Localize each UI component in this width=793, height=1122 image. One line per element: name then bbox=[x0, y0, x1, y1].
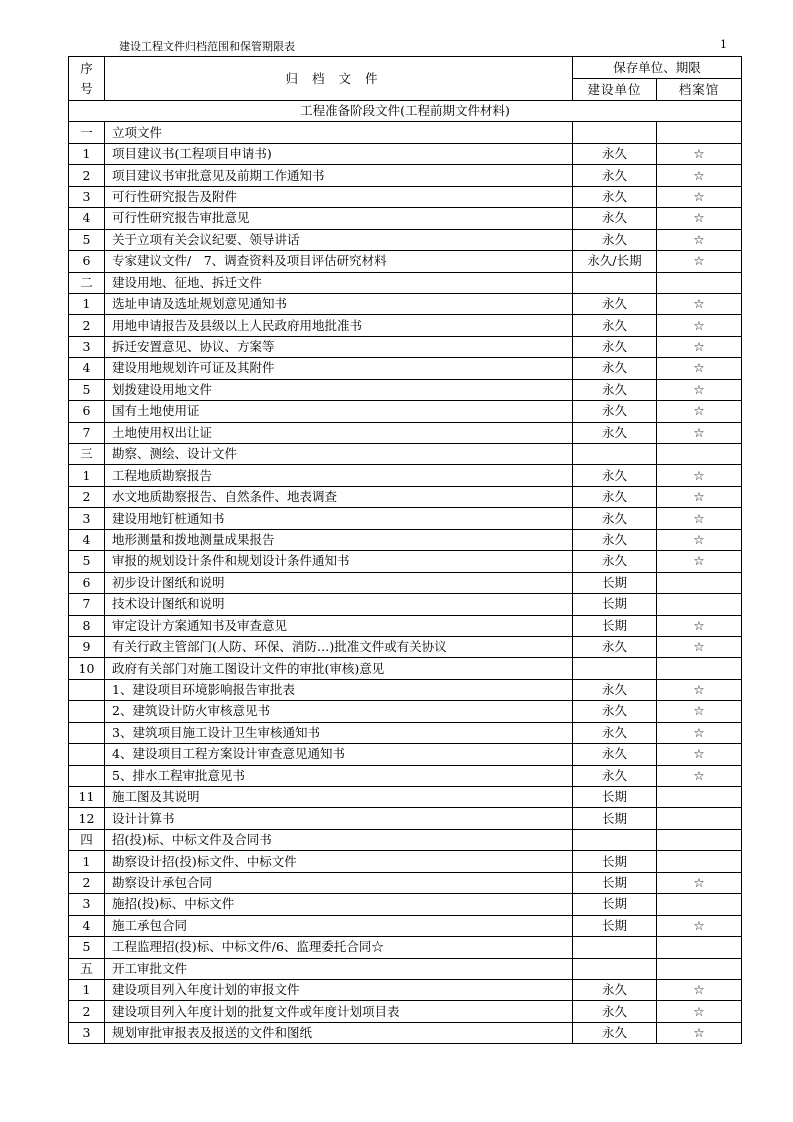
table-row bbox=[69, 143, 742, 164]
row-seq: 4 bbox=[69, 358, 105, 379]
row-seq: 11 bbox=[69, 787, 105, 808]
row-seq bbox=[69, 744, 105, 765]
row-builder-term: 永久 bbox=[573, 165, 657, 186]
header-seq bbox=[69, 57, 105, 101]
row-builder-term: 永久 bbox=[573, 1022, 657, 1043]
row-file: 施工图及其说明 bbox=[105, 787, 573, 808]
row-builder-term: 长期 bbox=[573, 915, 657, 936]
row-file: 技术设计图纸和说明 bbox=[105, 594, 573, 615]
table-row bbox=[69, 894, 742, 915]
star-icon: ☆ bbox=[657, 401, 742, 422]
row-builder-term bbox=[573, 272, 657, 293]
star-icon: ☆ bbox=[657, 186, 742, 207]
star-icon: ☆ bbox=[657, 465, 742, 486]
row-builder-term: 永久 bbox=[573, 293, 657, 314]
row-seq: 7 bbox=[69, 422, 105, 443]
star-icon: ☆ bbox=[657, 422, 742, 443]
row-file: 可行性研究报告及附件 bbox=[105, 186, 573, 207]
row-seq bbox=[69, 765, 105, 786]
row-builder-term: 永久 bbox=[573, 465, 657, 486]
row-seq: 8 bbox=[69, 615, 105, 636]
row-builder-term bbox=[573, 658, 657, 679]
table-row bbox=[69, 701, 742, 722]
row-builder-term: 永久/长期 bbox=[573, 251, 657, 272]
row-seq: 3 bbox=[69, 336, 105, 357]
row-builder-term: 永久 bbox=[573, 744, 657, 765]
row-archive-mark bbox=[657, 829, 742, 850]
row-builder-term: 永久 bbox=[573, 358, 657, 379]
row-file: 划拨建设用地文件 bbox=[105, 379, 573, 400]
table-row bbox=[69, 979, 742, 1000]
row-seq: 四 bbox=[69, 829, 105, 850]
table-row bbox=[69, 401, 742, 422]
row-file: 开工审批文件 bbox=[105, 958, 573, 979]
row-builder-term: 长期 bbox=[573, 872, 657, 893]
row-seq: 5 bbox=[69, 229, 105, 250]
star-icon: ☆ bbox=[657, 251, 742, 272]
row-builder-term: 长期 bbox=[573, 594, 657, 615]
star-icon: ☆ bbox=[657, 208, 742, 229]
row-file: 关于立项有关会议纪要、领导讲话 bbox=[105, 229, 573, 250]
table-row bbox=[69, 444, 742, 465]
star-icon: ☆ bbox=[657, 722, 742, 743]
table-row bbox=[69, 251, 742, 272]
table-row bbox=[69, 293, 742, 314]
table-row bbox=[69, 508, 742, 529]
row-seq: 4 bbox=[69, 915, 105, 936]
star-icon: ☆ bbox=[657, 679, 742, 700]
row-file: 勘察、测绘、设计文件 bbox=[105, 444, 573, 465]
row-file: 地形测量和拨地测量成果报告 bbox=[105, 529, 573, 550]
table-row bbox=[69, 229, 742, 250]
row-file: 建设项目列入年度计划的审报文件 bbox=[105, 979, 573, 1000]
row-archive-mark bbox=[657, 958, 742, 979]
table-row bbox=[69, 722, 742, 743]
row-seq: 3 bbox=[69, 894, 105, 915]
table-row bbox=[69, 636, 742, 657]
row-file: 可行性研究报告审批意见 bbox=[105, 208, 573, 229]
table-row bbox=[69, 358, 742, 379]
table-row bbox=[69, 744, 742, 765]
row-builder-term: 永久 bbox=[573, 229, 657, 250]
row-file: 项目建议书审批意见及前期工作通知书 bbox=[105, 165, 573, 186]
star-icon: ☆ bbox=[657, 551, 742, 572]
row-file: 审定设计方案通知书及审查意见 bbox=[105, 615, 573, 636]
row-builder-term bbox=[573, 958, 657, 979]
row-seq: 1 bbox=[69, 293, 105, 314]
row-seq: 1 bbox=[69, 143, 105, 164]
star-icon: ☆ bbox=[657, 915, 742, 936]
table-row bbox=[69, 551, 742, 572]
row-file: 勘察设计招(投)标文件、中标文件 bbox=[105, 851, 573, 872]
row-builder-term: 长期 bbox=[573, 851, 657, 872]
table-row bbox=[69, 315, 742, 336]
table-row bbox=[69, 272, 742, 293]
row-builder-term: 永久 bbox=[573, 336, 657, 357]
row-file: 专家建议文件/ 7、调查资料及项目评估研究材料 bbox=[105, 251, 573, 272]
star-icon: ☆ bbox=[657, 744, 742, 765]
row-builder-term bbox=[573, 829, 657, 850]
row-file: 5、排水工程审批意见书 bbox=[105, 765, 573, 786]
archive-table bbox=[68, 56, 742, 1044]
row-file: 工程监理招(投)标、中标文件/6、监理委托合同☆ bbox=[105, 937, 573, 958]
row-seq: 5 bbox=[69, 551, 105, 572]
row-file: 审报的规划设计条件和规划设计条件通知书 bbox=[105, 551, 573, 572]
star-icon: ☆ bbox=[657, 765, 742, 786]
row-builder-term: 永久 bbox=[573, 315, 657, 336]
row-file: 勘察设计承包合同 bbox=[105, 872, 573, 893]
row-archive-mark bbox=[657, 937, 742, 958]
row-seq: 三 bbox=[69, 444, 105, 465]
table-row bbox=[69, 958, 742, 979]
row-file: 建设用地钉桩通知书 bbox=[105, 508, 573, 529]
row-file: 3、建筑项目施工设计卫生审核通知书 bbox=[105, 722, 573, 743]
table-row bbox=[69, 529, 742, 550]
page-number: 1 bbox=[720, 38, 727, 51]
table-row bbox=[69, 379, 742, 400]
table-row bbox=[69, 186, 742, 207]
star-icon: ☆ bbox=[657, 315, 742, 336]
row-file: 招(投)标、中标文件及合同书 bbox=[105, 829, 573, 850]
header-seq-line1: 序 bbox=[80, 60, 93, 76]
row-builder-term: 永久 bbox=[573, 486, 657, 507]
row-builder-term: 永久 bbox=[573, 186, 657, 207]
star-icon: ☆ bbox=[657, 143, 742, 164]
row-file: 施招(投)标、中标文件 bbox=[105, 894, 573, 915]
row-archive-mark bbox=[657, 444, 742, 465]
row-file: 水文地质勘察报告、自然条件、地表调查 bbox=[105, 486, 573, 507]
row-builder-term: 永久 bbox=[573, 679, 657, 700]
table-row bbox=[69, 165, 742, 186]
row-builder-term: 永久 bbox=[573, 508, 657, 529]
row-seq: 3 bbox=[69, 1022, 105, 1043]
page-header-title: 建设工程文件归档范围和保管期限表 bbox=[119, 40, 295, 53]
star-icon: ☆ bbox=[657, 701, 742, 722]
row-file: 规划审批审报表及报送的文件和图纸 bbox=[105, 1022, 573, 1043]
row-file: 工程地质勘察报告 bbox=[105, 465, 573, 486]
row-builder-term: 永久 bbox=[573, 701, 657, 722]
row-seq: 2 bbox=[69, 1001, 105, 1022]
row-archive-mark bbox=[657, 658, 742, 679]
table-row bbox=[69, 615, 742, 636]
row-builder-term: 长期 bbox=[573, 572, 657, 593]
header-seq-line2: 号 bbox=[80, 80, 93, 96]
row-seq: 3 bbox=[69, 508, 105, 529]
row-builder-term bbox=[573, 444, 657, 465]
row-seq: 4 bbox=[69, 208, 105, 229]
row-builder-term: 长期 bbox=[573, 615, 657, 636]
row-file: 土地使用权出让证 bbox=[105, 422, 573, 443]
phase-row bbox=[69, 101, 742, 122]
row-file: 施工承包合同 bbox=[105, 915, 573, 936]
star-icon: ☆ bbox=[657, 293, 742, 314]
row-archive-mark bbox=[657, 122, 742, 143]
table-row bbox=[69, 572, 742, 593]
table-header-row bbox=[69, 57, 742, 79]
row-builder-term bbox=[573, 122, 657, 143]
row-seq bbox=[69, 701, 105, 722]
row-file: 设计计算书 bbox=[105, 808, 573, 829]
row-file: 4、建设项目工程方案设计审查意见通知书 bbox=[105, 744, 573, 765]
row-seq: 2 bbox=[69, 486, 105, 507]
star-icon: ☆ bbox=[657, 1001, 742, 1022]
table-row bbox=[69, 808, 742, 829]
row-builder-term: 永久 bbox=[573, 636, 657, 657]
table-row bbox=[69, 486, 742, 507]
star-icon: ☆ bbox=[657, 379, 742, 400]
table-row bbox=[69, 787, 742, 808]
row-seq: 7 bbox=[69, 594, 105, 615]
row-archive-mark bbox=[657, 594, 742, 615]
row-archive-mark bbox=[657, 572, 742, 593]
row-seq: 五 bbox=[69, 958, 105, 979]
row-seq bbox=[69, 679, 105, 700]
table-row bbox=[69, 851, 742, 872]
row-file: 国有土地使用证 bbox=[105, 401, 573, 422]
row-builder-term bbox=[573, 937, 657, 958]
table-row bbox=[69, 1001, 742, 1022]
row-seq: 9 bbox=[69, 636, 105, 657]
table-row bbox=[69, 765, 742, 786]
table-row bbox=[69, 336, 742, 357]
star-icon: ☆ bbox=[657, 529, 742, 550]
row-seq: 3 bbox=[69, 186, 105, 207]
row-builder-term: 永久 bbox=[573, 551, 657, 572]
star-icon: ☆ bbox=[657, 486, 742, 507]
row-builder-term: 永久 bbox=[573, 722, 657, 743]
row-file: 1、建设项目环境影响报告审批表 bbox=[105, 679, 573, 700]
row-builder-term: 永久 bbox=[573, 979, 657, 1000]
row-builder-term: 永久 bbox=[573, 143, 657, 164]
table-row bbox=[69, 937, 742, 958]
header-storage-group: 保存单位、期限 bbox=[573, 57, 742, 79]
row-builder-term: 永久 bbox=[573, 765, 657, 786]
row-seq: 1 bbox=[69, 979, 105, 1000]
row-file: 用地申请报告及县级以上人民政府用地批准书 bbox=[105, 315, 573, 336]
table-row bbox=[69, 208, 742, 229]
row-archive-mark bbox=[657, 787, 742, 808]
row-builder-term: 永久 bbox=[573, 1001, 657, 1022]
row-seq: 6 bbox=[69, 251, 105, 272]
row-builder-term: 长期 bbox=[573, 808, 657, 829]
page-header bbox=[75, 38, 737, 57]
row-seq: 12 bbox=[69, 808, 105, 829]
row-builder-term: 永久 bbox=[573, 529, 657, 550]
table-row bbox=[69, 1022, 742, 1043]
row-builder-term: 永久 bbox=[573, 401, 657, 422]
row-seq: 一 bbox=[69, 122, 105, 143]
star-icon: ☆ bbox=[657, 636, 742, 657]
row-archive-mark bbox=[657, 851, 742, 872]
row-seq: 2 bbox=[69, 165, 105, 186]
header-archive-file: 归档文件 bbox=[105, 57, 573, 101]
row-seq: 4 bbox=[69, 529, 105, 550]
star-icon: ☆ bbox=[657, 336, 742, 357]
row-file: 建设用地规划许可证及其附件 bbox=[105, 358, 573, 379]
phase-title: 工程准备阶段文件(工程前期文件材料) bbox=[69, 101, 742, 122]
row-file: 立项文件 bbox=[105, 122, 573, 143]
table-row bbox=[69, 872, 742, 893]
row-archive-mark bbox=[657, 808, 742, 829]
row-file: 初步设计图纸和说明 bbox=[105, 572, 573, 593]
star-icon: ☆ bbox=[657, 979, 742, 1000]
table-row bbox=[69, 594, 742, 615]
row-file: 建设用地、征地、拆迁文件 bbox=[105, 272, 573, 293]
row-file: 项目建议书(工程项目申请书) bbox=[105, 143, 573, 164]
header-archive: 档案馆 bbox=[657, 79, 742, 101]
row-seq: 2 bbox=[69, 315, 105, 336]
table-row bbox=[69, 122, 742, 143]
row-seq: 二 bbox=[69, 272, 105, 293]
table-row bbox=[69, 679, 742, 700]
table-row bbox=[69, 915, 742, 936]
row-file: 有关行政主管部门(人防、环保、消防…)批准文件或有关协议 bbox=[105, 636, 573, 657]
star-icon: ☆ bbox=[657, 615, 742, 636]
row-builder-term: 永久 bbox=[573, 208, 657, 229]
row-seq: 6 bbox=[69, 401, 105, 422]
star-icon: ☆ bbox=[657, 358, 742, 379]
row-builder-term: 长期 bbox=[573, 787, 657, 808]
row-seq: 10 bbox=[69, 658, 105, 679]
table-row bbox=[69, 465, 742, 486]
row-seq: 1 bbox=[69, 851, 105, 872]
row-seq: 2 bbox=[69, 872, 105, 893]
row-archive-mark bbox=[657, 272, 742, 293]
row-seq bbox=[69, 722, 105, 743]
table-row bbox=[69, 422, 742, 443]
row-seq: 1 bbox=[69, 465, 105, 486]
star-icon: ☆ bbox=[657, 165, 742, 186]
row-file: 政府有关部门对施工图设计文件的审批(审核)意见 bbox=[105, 658, 573, 679]
row-builder-term: 长期 bbox=[573, 894, 657, 915]
star-icon: ☆ bbox=[657, 508, 742, 529]
row-seq: 6 bbox=[69, 572, 105, 593]
row-file: 建设项目列入年度计划的批复文件或年度计划项目表 bbox=[105, 1001, 573, 1022]
row-seq: 5 bbox=[69, 937, 105, 958]
star-icon: ☆ bbox=[657, 1022, 742, 1043]
row-archive-mark bbox=[657, 894, 742, 915]
header-builder: 建设单位 bbox=[573, 79, 657, 101]
row-builder-term: 永久 bbox=[573, 422, 657, 443]
row-file: 拆迁安置意见、协议、方案等 bbox=[105, 336, 573, 357]
table-row bbox=[69, 658, 742, 679]
row-seq: 5 bbox=[69, 379, 105, 400]
star-icon: ☆ bbox=[657, 872, 742, 893]
row-file: 2、建筑设计防火审核意见书 bbox=[105, 701, 573, 722]
row-builder-term: 永久 bbox=[573, 379, 657, 400]
row-file: 选址申请及选址规划意见通知书 bbox=[105, 293, 573, 314]
table-row bbox=[69, 829, 742, 850]
star-icon: ☆ bbox=[657, 229, 742, 250]
